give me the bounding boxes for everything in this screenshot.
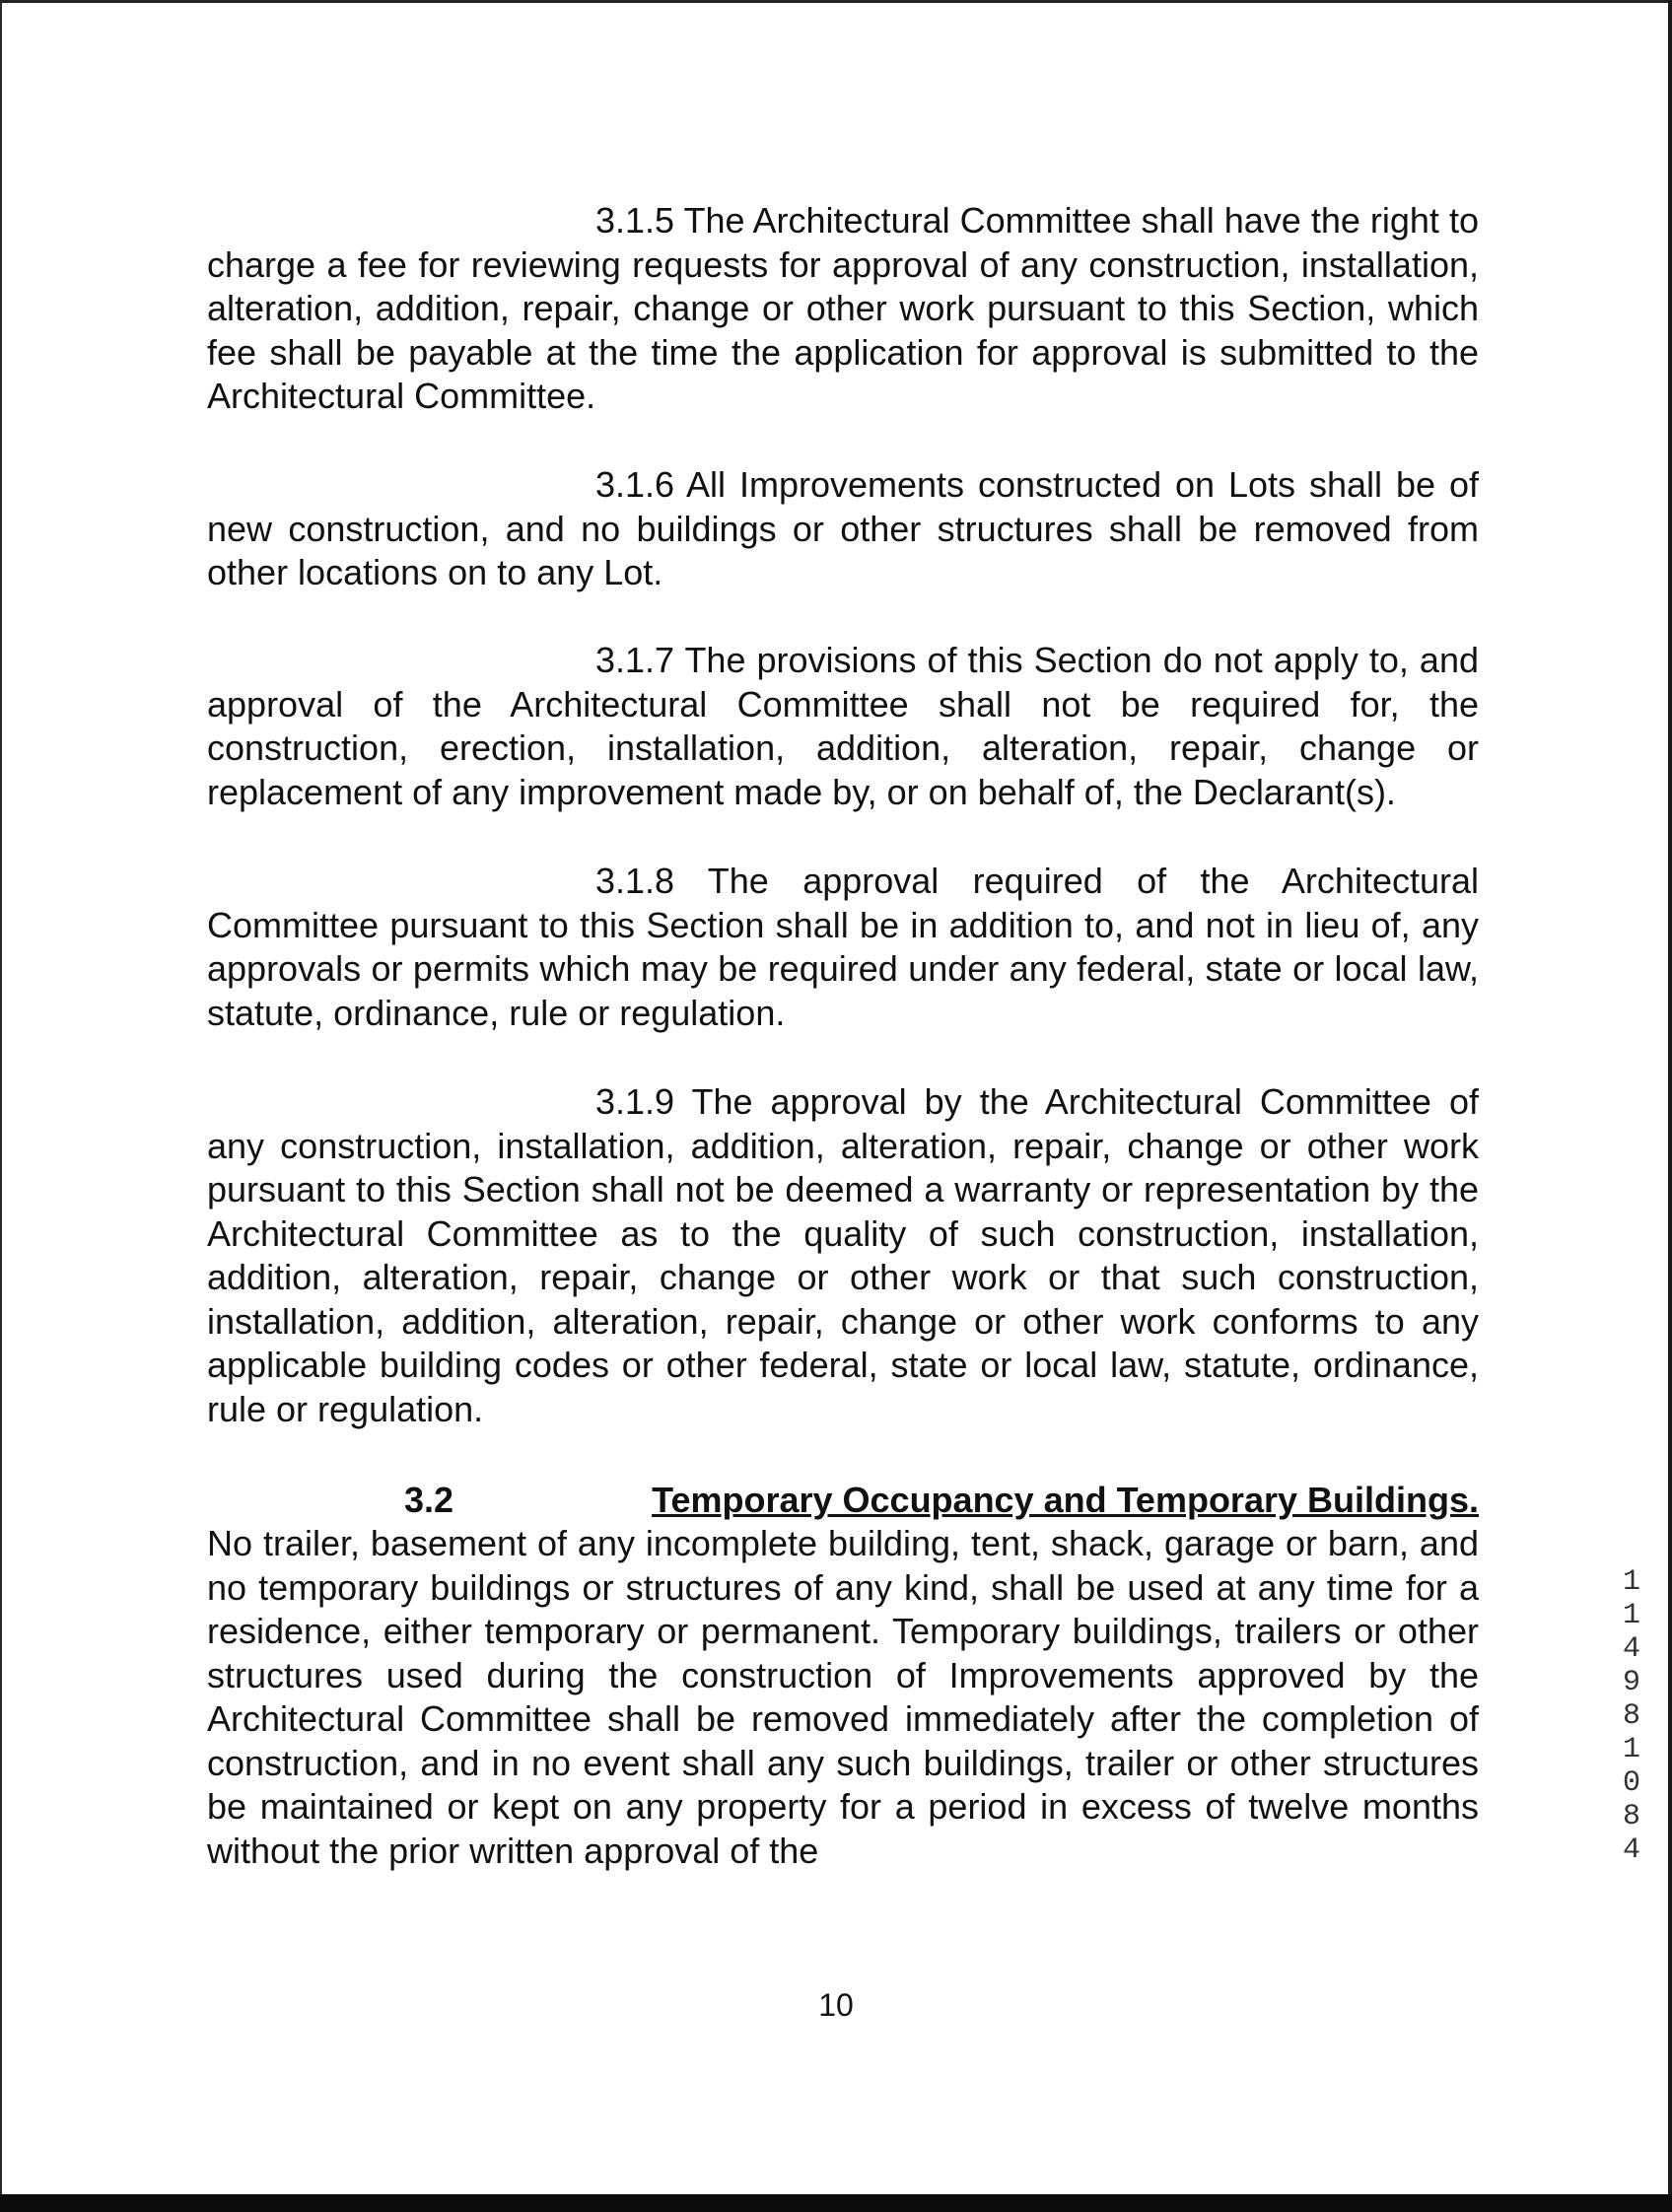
paragraph-first-line: The approval by the Architectural Committee (691, 1081, 1431, 1122)
recording-stamp-bottom (1617, 1733, 1646, 1867)
stamp-digit: 8 (1622, 1800, 1640, 1833)
stamp-digit: 1 (1622, 1599, 1640, 1632)
scan-border-bottom (0, 2194, 1672, 2212)
paragraph-body: right to charge a fee for reviewing requests for approval of any construction, installation, alteration, addition, repair, change or other work pursuant to this Section, which fee shall be payable at the time the application for approval is submitted to the Architectural Committee. (207, 200, 1479, 416)
paragraph-body: and approval of the Architectural Committee shall not be required for, the construction, erection, installation, addition, alteration, repair, change or replacement of any improvement made by, or on behalf of, the Declarant(s). (207, 640, 1479, 812)
paragraph-first-line: All Improvements constructed on Lots shall be (686, 464, 1436, 505)
paragraph-body: of any construction, installation, addition, alteration, repair, change or other work pursuant to this Section shall not be deemed a warranty or representation by the Architectural Committee as to the quality of such construction, installation, addition, alteration, repair, change or other work or that such construction, installation, addition, alteration, repair, change or other work conforms to any applicable building codes or other federal, state or local law, statute, ordinance, rule or regulation. (207, 1081, 1479, 1429)
scan-border-left (0, 0, 2, 2212)
paragraph-first-line: The approval required of the Architectural (707, 861, 1479, 901)
paragraph-body: of new construction, and no buildings or other structures shall be removed from other locations on to any Lot. (207, 464, 1479, 592)
stamp-digit: 1 (1622, 1733, 1640, 1766)
recording-stamp-top (1617, 1565, 1646, 1733)
stamp-digit: 1 (1622, 1565, 1640, 1599)
paragraph-3-1-7 (207, 639, 1479, 814)
scan-border-right (1668, 0, 1672, 2212)
stamp-digit: 4 (1622, 1632, 1640, 1666)
paragraph-3-1-8 (207, 860, 1479, 1035)
paragraph-number: 3.1.6 (595, 464, 675, 505)
paragraph-number: 3.1.8 (595, 861, 675, 901)
section-number: 3.2 (404, 1480, 454, 1520)
paragraph-first-line: The provisions of this Section do not apply to, (684, 640, 1409, 680)
paragraph-number: 3.1.5 (595, 200, 675, 241)
section-title: Temporary Occupancy and Temporary Buildings. (652, 1480, 1479, 1520)
page-number: 10 (818, 1987, 854, 2023)
paragraph-3-1-9 (207, 1080, 1479, 1431)
stamp-digit: 8 (1622, 1699, 1640, 1733)
scan-border-top (0, 0, 1672, 3)
paragraph-number: 3.1.9 (595, 1081, 675, 1122)
paragraph-3-1-6 (207, 463, 1479, 595)
stamp-digit: 4 (1622, 1833, 1640, 1867)
paragraph-first-line: The Architectural Committee shall have the (683, 200, 1360, 241)
stamp-digit: 0 (1622, 1766, 1640, 1800)
paragraph-3-1-5 (207, 199, 1479, 419)
stamp-digit: 9 (1622, 1666, 1640, 1699)
paragraph-number: 3.1.7 (595, 640, 675, 680)
paragraph-body: Committee pursuant to this Section shall be in addition to, and not in lieu of, any approvals or permits which may be required under any federal, state or local law, statute, ordinance, rule or regulation. (207, 904, 1479, 1033)
section-3-2-body: No trailer, basement of any incomplete building, tent, shack, garage or barn, and no temporary buildings or structures of any kind, shall be used at any time for a residence, either temporary or permanent. Temporary buildings, trailers or other structures used during the construction of Improvements approved by the Architectural Committee shall be removed immediately after the completion of construction, and in no event shall any such buildings, trailer or other structures be maintained or kept on any property for a period in excess of twelve months without the prior written approval of the (207, 1523, 1479, 1871)
